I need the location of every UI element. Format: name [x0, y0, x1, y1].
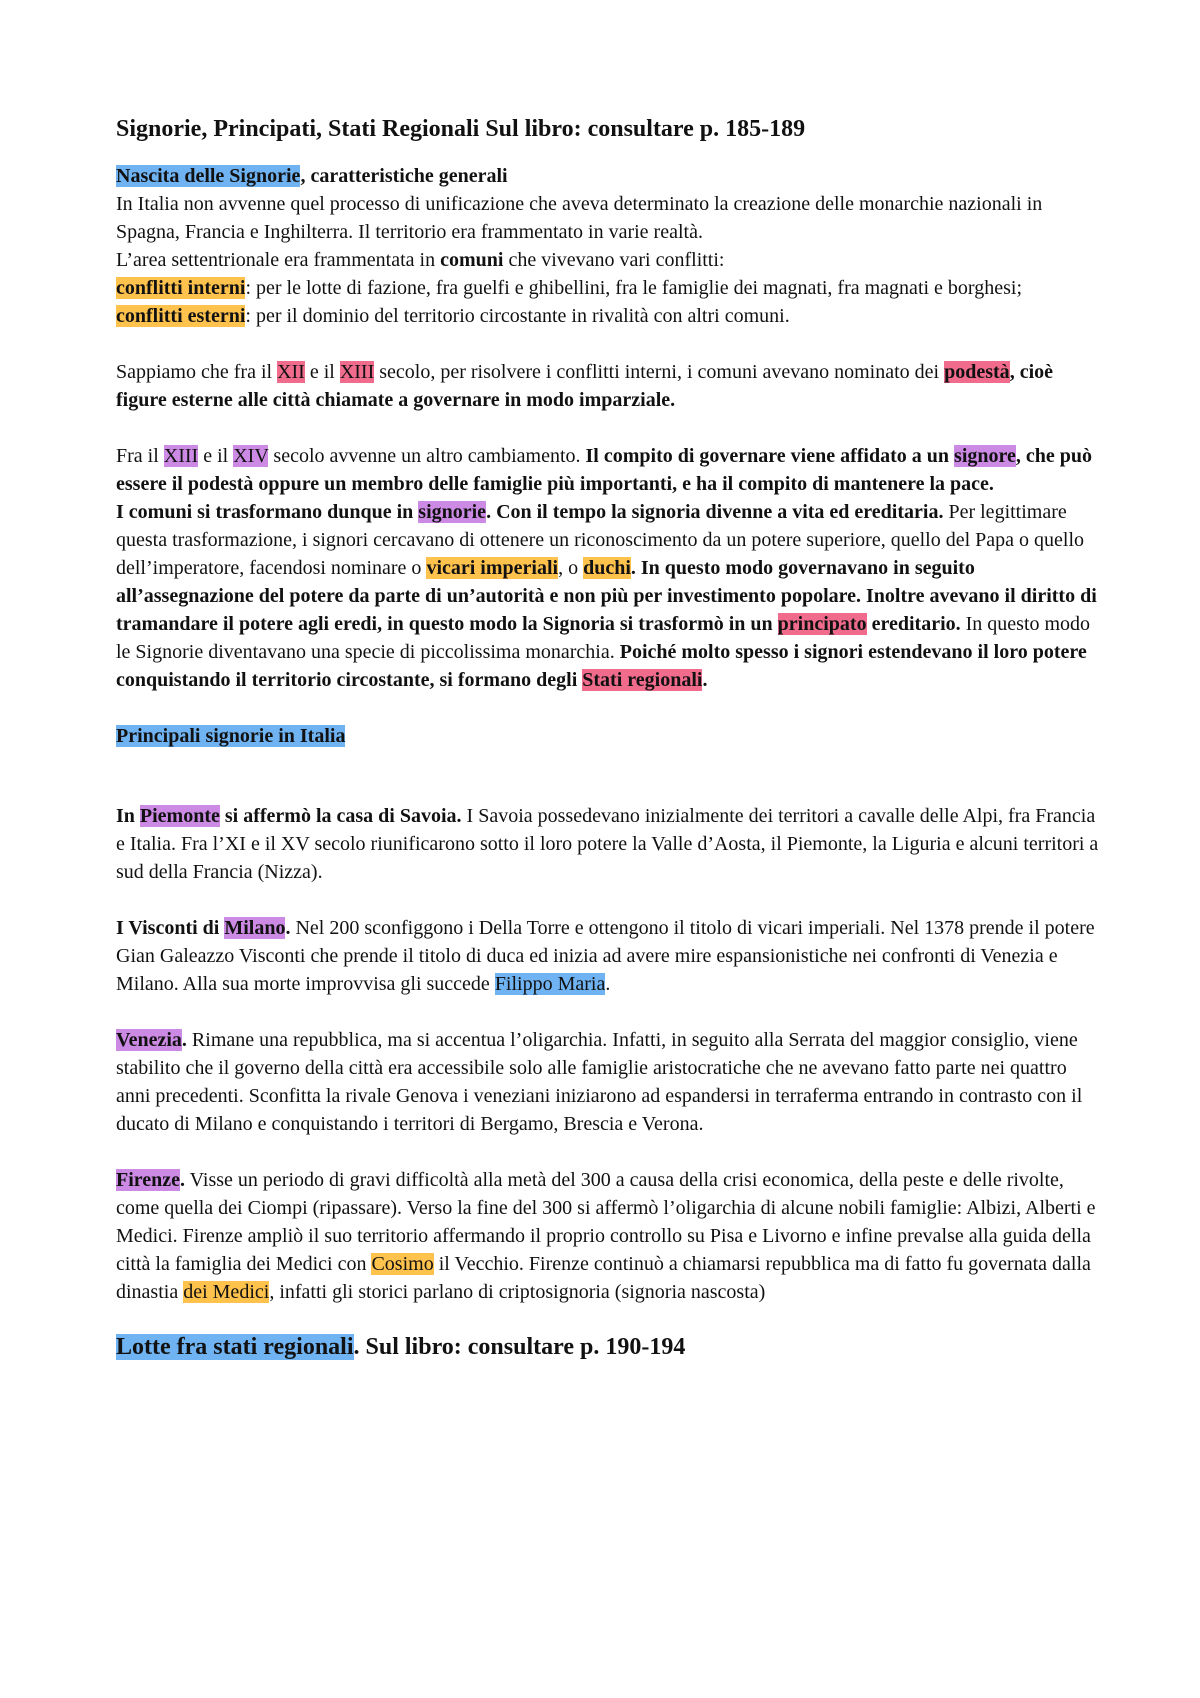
paragraph-area-settentrionale: L’area settentrionale era frammentata in comuni che vivevano vari conflitti: — [116, 249, 725, 271]
highlight-xiii: XIII — [339, 361, 375, 383]
paragraph-unificazione: In Italia non avvenne quel processo di unificazione che aveva determinato la creazione delle monarchie nazionali in Spagna, Francia e Inghilterra. Il territorio era frammentato in varie realtà. — [116, 193, 1043, 243]
paragraph-signorie: I comuni si trasformano dunque in signorie. Con il tempo la signoria divenne a vita ed ereditaria. Per legittimare questa trasformazione, i signori cercavano di ottenere un riconoscimento da un potere superiore, quello del Papa o quello dell’imperatore, facendosi nominare o vicari imperiali, o duchi. In questo modo governavano in seguito all’assegnazione del potere da parte di un’autorità e non più per investimento popolare. Inoltre avevano il diritto di tramandare il potere agli eredi, in questo modo la Signoria si trasformò in un principato ereditario. In questo modo le Signorie diventavano una specie di piccolissima monarchia. Poiché molto spesso i signori estendevano il loro potere conquistando il territorio circostante, si formano degli Stati regionali. — [116, 501, 1097, 691]
paragraph-podesta: Sappiamo che fra il XII e il XIII secolo, per risolvere i conflitti interni, i comuni avevano nominato dei podestà, cioè figure esterne alle città chiamate a governare in modo imparziale. — [116, 361, 1053, 411]
highlight-filippo-maria: Filippo Maria — [494, 973, 606, 995]
paragraph-piemonte: In Piemonte si affermò la casa di Savoia. I Savoia possedevano inizialmente dei territori a cavalle delle Alpi, fra Francia e Italia. Fra l’XI e il XV secolo riunificarono sotto il loro potere la Valle d’Aosta, il Piemonte, la Liguria e alcuni territori a sud della Francia (Nizza). — [116, 805, 1099, 883]
highlight-dei-medici: dei Medici — [183, 1281, 270, 1303]
highlight-stati-regionali: Stati regionali — [582, 669, 703, 691]
highlight-principato: principato — [777, 613, 867, 635]
paragraph-milano: I Visconti di Milano. Nel 200 sconfiggono i Della Torre e ottengono il titolo di vicari imperiali. Nel 1378 prende il potere Gian Galeazzo Visconti che prende il titolo di duca ed inizia ad avere mire espansionistiche nei confronti di Venezia e Milano. Alla sua morte improvvisa gli succede Filippo Maria. — [116, 917, 1095, 995]
paragraph-venezia: Venezia. Rimane una repubblica, ma si accentua l’oligarchia. Infatti, in seguito alla Serrata del maggior consiglio, viene stabilito che il governo della città era accessibile solo alle famiglie aristocratiche che ne avevano fatto parte nei quattro anni precedenti. Sconfitta la rivale Genova i veneziani iniziarono ad espandersi in terraferma entrando in contrasto con il ducato di Milano e conquistando i territori di Bergamo, Brescia e Verona. — [116, 1029, 1083, 1135]
highlight-xiv: XIV — [233, 445, 269, 467]
section-heading-principali — [116, 722, 1100, 750]
highlight-lotte: Lotte fra stati regionali — [116, 1334, 354, 1360]
highlight-signorie: signorie — [418, 501, 487, 523]
highlight-signore: signore — [954, 445, 1016, 467]
highlight-xii: XII — [277, 361, 305, 383]
highlight-podesta: podestà — [944, 361, 1010, 383]
highlight-nascita: Nascita delle Signorie — [116, 165, 301, 187]
highlight-milano: Milano — [224, 917, 286, 939]
keyword-comuni: comuni — [440, 249, 504, 271]
highlight-venezia: Venezia — [116, 1029, 182, 1051]
section-heading-lotte: Lotte fra stati regionali. Sul libro: consultare p. 190-194 — [116, 1334, 686, 1360]
highlight-firenze: Firenze — [116, 1169, 181, 1191]
section-heading-nascita: Nascita delle Signorie, caratteristiche generali — [116, 165, 508, 187]
paragraph-conflitti-esterni: conflitti esterni: per il dominio del territorio circostante in rivalità con altri comuni. — [116, 305, 790, 327]
document-title: Signorie, Principati, Stati Regionali Sul libro: consultare p. 185-189 — [116, 116, 806, 142]
highlight-principali-signorie: Principali signorie in Italia — [116, 725, 346, 747]
highlight-vicari-imperiali: vicari imperiali — [426, 557, 559, 579]
highlight-xiii-2: XIII — [163, 445, 199, 467]
paragraph-signore: Fra il XIII e il XIV secolo avvenne un altro cambiamento. Il compito di governare viene affidato a un signore, che può essere il podestà oppure un membro delle famiglie più importanti, e ha il compito di mantenere la pace. — [116, 445, 1093, 495]
document-page — [116, 112, 1100, 1364]
highlight-conflitti-interni: conflitti interni — [116, 277, 246, 299]
highlight-cosimo: Cosimo — [371, 1253, 434, 1275]
highlight-duchi: duchi — [583, 557, 631, 579]
paragraph-firenze: Firenze. Visse un periodo di gravi difficoltà alla metà del 300 a causa della crisi economica, della peste e delle rivolte, come quella dei Ciompi (ripassare). Verso la fine del 300 si affermò l’oligarchia di alcune nobili famiglie: Albizi, Alberti e Medici. Firenze ampliò il suo territorio affermando il proprio controllo su Pisa e Livorno e infine prevalse alla guida della città la famiglia dei Medici con Cosimo il Vecchio. Firenze continuò a chiamarsi repubblica ma di fatto fu governata dalla dinastia dei Medici, infatti gli storici parlano di criptosignoria (signoria nascosta) — [116, 1169, 1096, 1303]
highlight-conflitti-esterni: conflitti esterni — [116, 305, 246, 327]
paragraph-conflitti-interni: conflitti interni: per le lotte di fazione, fra guelfi e ghibellini, fra le famiglie dei magnati, fra magnati e borghesi; — [116, 277, 1022, 299]
highlight-piemonte: Piemonte — [139, 805, 220, 827]
